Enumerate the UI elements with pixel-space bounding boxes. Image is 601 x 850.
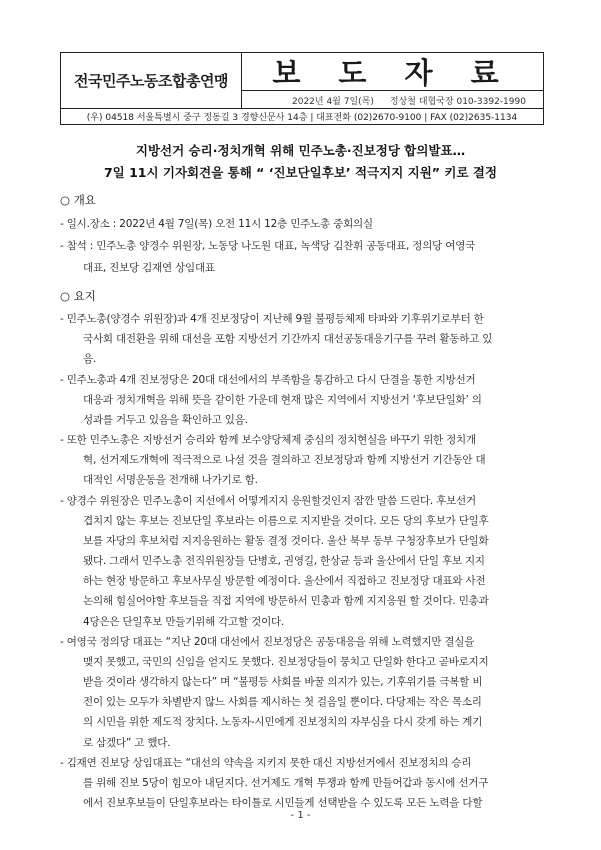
summary-heading: ○ 요지 [60,289,96,303]
summary-line: 성과를 거두고 있음을 확인하고 있음. [83,413,248,426]
summary-line: - 양경수 위원장은 민주노총이 지선에서 어떻게지지 응원할것인지 잠깐 말씀 드린다. 후보선거 [60,494,476,507]
document-title: 보 도 자 료 [272,55,513,90]
page-number: - 1 - [290,810,311,821]
summary-line: 에서 진보후보들이 단일후보라는 타이틀로 시민들게 선택받을 수 있도록 모든 노력을 다할 [83,797,483,809]
overview-line: - 참석 : 민주노총 양경수 위원장, 노동당 나도원 대표, 녹색당 김찬휘 공동대표, 정의당 여영국 [60,240,476,252]
release-date: 2022년 4월 7일(목) [292,96,374,107]
address-bar: (우) 04518 서울특별시 중구 정동길 3 경향신문사 14층 | 대표전화 (02)2670-9100 | FAX (02)2635-1134 [60,108,544,125]
letterhead [60,52,544,109]
summary-line: 하는 현장 방문하고 후보사무실 방문할 예정이다. 울산에서 직접하고 진보정당 대표와 사전 [83,575,486,588]
summary-line: 대응과 정치개혁을 위해 뜻을 같이한 가운데 현재 많은 지역에서 지방선거 ‘후보단일화’ 의 [83,393,482,406]
summary-line: 됐다. 그래서 민주노총 전직위원장들 단병호, 권영길, 한상균 등과 울산에서 단일 후보 지지 [83,555,485,567]
overview-line: 대표, 진보당 김재연 상임대표 [83,262,215,274]
summary-line: 겹치지 않는 후보는 진보단일 후보라는 이름으로 지지받을 것이다. 모든 당의 후보가 단일후 [83,514,489,527]
summary-line: 맺지 못했고, 국민의 신임을 얻지도 못했다. 진보정당들이 뭉치고 단일화 한다고 곧바로지지 [83,655,489,668]
summary-line: 받을 것이라 생각하지 않는다” 며 “불평등 사회를 바꿀 의지가 있는, 기후위기를 극복할 비 [83,676,483,688]
summary-line: 4당은은 단일후보 만들기위해 각고할 것이다. [83,615,285,628]
overview-heading: ○ 개요 [60,193,96,207]
overview-line: - 일시.장소 : 2022년 4월 7일(목) 오전 11시 12층 민주노총 중회의실 [60,218,373,230]
summary-line: 전이 있는 모두가 차별받지 않느 사회를 제시하는 첫 걸음일 뿐이다. 다당제는 작은 목소리 [83,696,482,709]
summary-line: 로 삼겠다” 고 했다. [83,736,171,749]
summary-line: 대적인 서명운동을 전개해 나가기로 함. [83,474,258,487]
summary-line: 를 위해 진보 5당이 힘모아 내딛지다. 선거제도 개혁 투쟁과 함께 만들어갑과 동시에 선거구 [83,776,489,789]
headline-line-1: 지방선거 승리·정치개혁 위해 민주노총·진보정당 합의발표… [135,143,466,158]
summary-line: - 또한 민주노총은 지방선거 승리와 함께 보수양당체제 중심의 정치현실을 바꾸기 위한 정치개 [60,434,476,446]
summary-line: - 민주노총(양경수 위원장)과 4개 진보정당이 지난해 9월 불평등체제 타파와 기후위기로부터 한 [60,313,484,325]
summary-line: 혁, 선거제도개혁에 적극적으로 나설 것을 결의하고 진보정당과 함께 지방선거 기간동안 대 [83,454,486,467]
summary-line: 국사회 대전환을 위해 대선을 포함 지방선거 기간까지 대선공동대응기구를 꾸려 활동하고 있 [83,333,493,346]
header-info-row [242,90,543,109]
summary-line: - 민주노총과 4개 진보정당은 20대 대선에서의 부족함을 통감하고 다시 단결을 통한 지방선거 [60,373,476,386]
summary-line: - 여영국 정의당 대표는 “지난 20대 대선에서 진보정당은 공동대응을 위해 노력했지만 결실을 [60,635,475,648]
headline-line-2: 7일 11시 기자회견을 통해 “ ‘진보단일후보’ 적극지지 지원” 키로 결정 [103,165,498,180]
summary-line: 논의해 힘실어야할 후보들을 직접 지역에 방문하서 민총과 함께 지지응원 할 것이다. 민총과 [83,595,489,608]
summary-line: 의 시민을 위한 제도적 장치다. 노동자-시민에게 진보정치의 자부심을 다시 갖게 하는 계기 [83,716,483,729]
summary-line: - 김재연 진보당 상임대표는 “대선의 약속을 지키지 못한 대신 지방선거에서 진보정치의 승리 [60,756,472,769]
summary-line: 음. [83,353,97,366]
organization-name: 전국민주노동조합총연맹 [61,53,242,108]
summary-line: 보를 자당의 후보처럼 지지응원하는 활동 결정 것이다. 울산 북부 동부 구청장후보가 단일화 [83,534,489,547]
contact-person: 정상철 대협국장 010-3392-1990 [389,96,526,107]
